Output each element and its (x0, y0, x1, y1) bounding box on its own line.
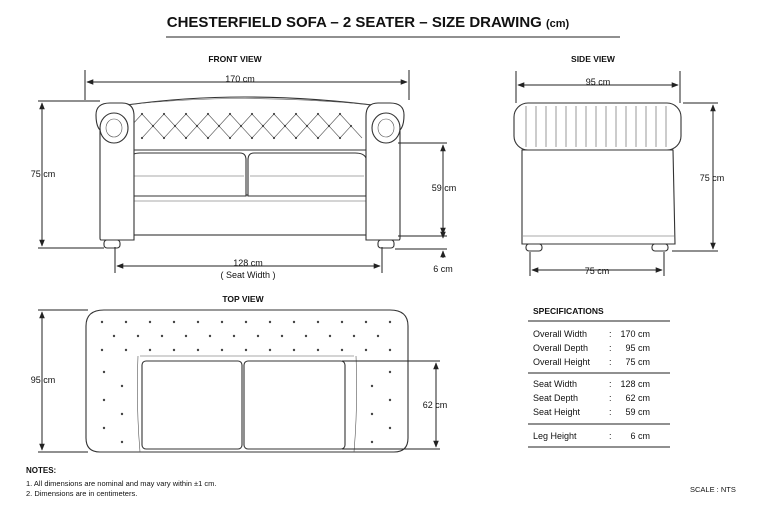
front-view-label: FRONT VIEW (208, 54, 262, 64)
tuft-button (293, 349, 295, 351)
notes-heading: NOTES: (26, 466, 57, 475)
spec-separator: : (609, 357, 612, 367)
spec-label: Leg Height (533, 431, 577, 441)
side-view-label: SIDE VIEW (571, 54, 615, 64)
tuft-button (113, 335, 115, 337)
spec-value: 95 cm (625, 343, 650, 353)
tuft-button (207, 137, 209, 139)
spec-row (533, 343, 650, 353)
tuft-button (185, 335, 187, 337)
tuft-button (281, 335, 283, 337)
drawing-title: CHESTERFIELD SOFA – 2 SEATER – SIZE DRAWING (cm) (166, 14, 570, 31)
top-depth-label: 95 cm (30, 375, 56, 385)
tuft-button (221, 321, 223, 323)
spec-row (533, 329, 650, 339)
tuft-button (329, 335, 331, 337)
tuft-button (229, 137, 231, 139)
spec-separator: : (609, 393, 612, 403)
front-overall-height-label: 75 cm (30, 169, 56, 179)
spec-value: 6 cm (630, 431, 650, 441)
tuft-button (173, 349, 175, 351)
spec-label: Overall Width (533, 329, 588, 339)
tuft-button (389, 399, 391, 401)
tuft-button (317, 137, 319, 139)
top-view (31, 294, 448, 452)
notes (26, 466, 216, 498)
tuft-button (341, 321, 343, 323)
spec-value: 59 cm (625, 407, 650, 417)
tuft-button (389, 321, 391, 323)
tuft-button (317, 349, 319, 351)
front-seat-width-label: 128 cm (233, 258, 263, 268)
tuft-button (317, 321, 319, 323)
spec-value: 62 cm (625, 393, 650, 403)
spec-separator: : (609, 407, 612, 417)
front-leg-height-label: 6 cm (433, 264, 453, 274)
tuft-button (371, 441, 373, 443)
spec-separator: : (609, 329, 612, 339)
tuft-button (233, 335, 235, 337)
side-view (514, 54, 724, 276)
spec-row (533, 357, 650, 367)
title-unit: (cm) (546, 18, 570, 30)
spec-label: Overall Depth (533, 343, 589, 353)
tuft-button (371, 413, 373, 415)
spec-label: Seat Height (533, 407, 581, 417)
front-sofa-outline (96, 97, 404, 248)
tuft-button (389, 349, 391, 351)
tuft-button (341, 349, 343, 351)
note-item-1: 1. All dimensions are nominal and may vary within ±1 cm. (26, 479, 217, 488)
front-view (31, 54, 457, 280)
tuft-button (103, 399, 105, 401)
tuft-button (389, 427, 391, 429)
specifications-table (528, 306, 670, 447)
tuft-button (389, 371, 391, 373)
tuft-button (339, 137, 341, 139)
tuft-button (353, 335, 355, 337)
tuft-button (377, 335, 379, 337)
tuft-button (121, 385, 123, 387)
tuft-button (121, 441, 123, 443)
tuft-button (365, 321, 367, 323)
spec-row (533, 393, 650, 403)
tuft-button (101, 321, 103, 323)
tuft-button (305, 335, 307, 337)
tuft-button (173, 321, 175, 323)
tuft-button (137, 335, 139, 337)
tuft-button (221, 349, 223, 351)
tuft-button (163, 137, 165, 139)
spec-row (533, 379, 650, 389)
tuft-button (101, 349, 103, 351)
spec-label: Overall Height (533, 357, 591, 367)
spec-label: Seat Width (533, 379, 578, 389)
tuft-button (125, 349, 127, 351)
tuft-button (103, 371, 105, 373)
top-view-label: TOP VIEW (222, 294, 264, 304)
front-overall-width-label: 170 cm (225, 74, 255, 84)
tuft-button (197, 321, 199, 323)
spec-separator: : (609, 431, 612, 441)
side-sofa-outline (514, 103, 681, 251)
tuft-button (295, 137, 297, 139)
side-base-depth-label: 75 cm (584, 266, 610, 276)
front-seat-width-note: ( Seat Width ) (220, 270, 276, 280)
spec-label: Seat Depth (533, 393, 579, 403)
tuft-button (269, 321, 271, 323)
spec-value: 128 cm (620, 379, 650, 389)
spec-row (533, 407, 650, 417)
spec-separator: : (609, 343, 612, 353)
side-depth-label: 95 cm (585, 77, 611, 87)
tuft-button (209, 335, 211, 337)
tuft-button (125, 321, 127, 323)
top-seat-depth-label: 62 cm (422, 400, 448, 410)
tuft-button (197, 349, 199, 351)
note-item-2: 2. Dimensions are in centimeters. (26, 489, 138, 498)
spec-separator: : (609, 379, 612, 389)
tuft-button (293, 321, 295, 323)
scale-label: SCALE : NTS (690, 485, 736, 494)
spec-value: 170 cm (620, 329, 650, 339)
tuft-button (365, 349, 367, 351)
tuft-button (269, 349, 271, 351)
tuft-button (273, 137, 275, 139)
tuft-button (245, 321, 247, 323)
front-seat-height-label: 59 cm (431, 183, 457, 193)
tuft-button (251, 137, 253, 139)
tuft-button (149, 349, 151, 351)
specifications-heading: SPECIFICATIONS (533, 306, 604, 316)
top-sofa-outline (86, 310, 408, 452)
tuft-button (245, 349, 247, 351)
tuft-button (371, 385, 373, 387)
spec-row (533, 431, 650, 441)
side-height-label: 75 cm (699, 173, 725, 183)
spec-value: 75 cm (625, 357, 650, 367)
tuft-button (257, 335, 259, 337)
tuft-button (161, 335, 163, 337)
tuft-button (149, 321, 151, 323)
tuft-button (121, 413, 123, 415)
tuft-button (103, 427, 105, 429)
tuft-button (185, 137, 187, 139)
tuft-button (141, 137, 143, 139)
